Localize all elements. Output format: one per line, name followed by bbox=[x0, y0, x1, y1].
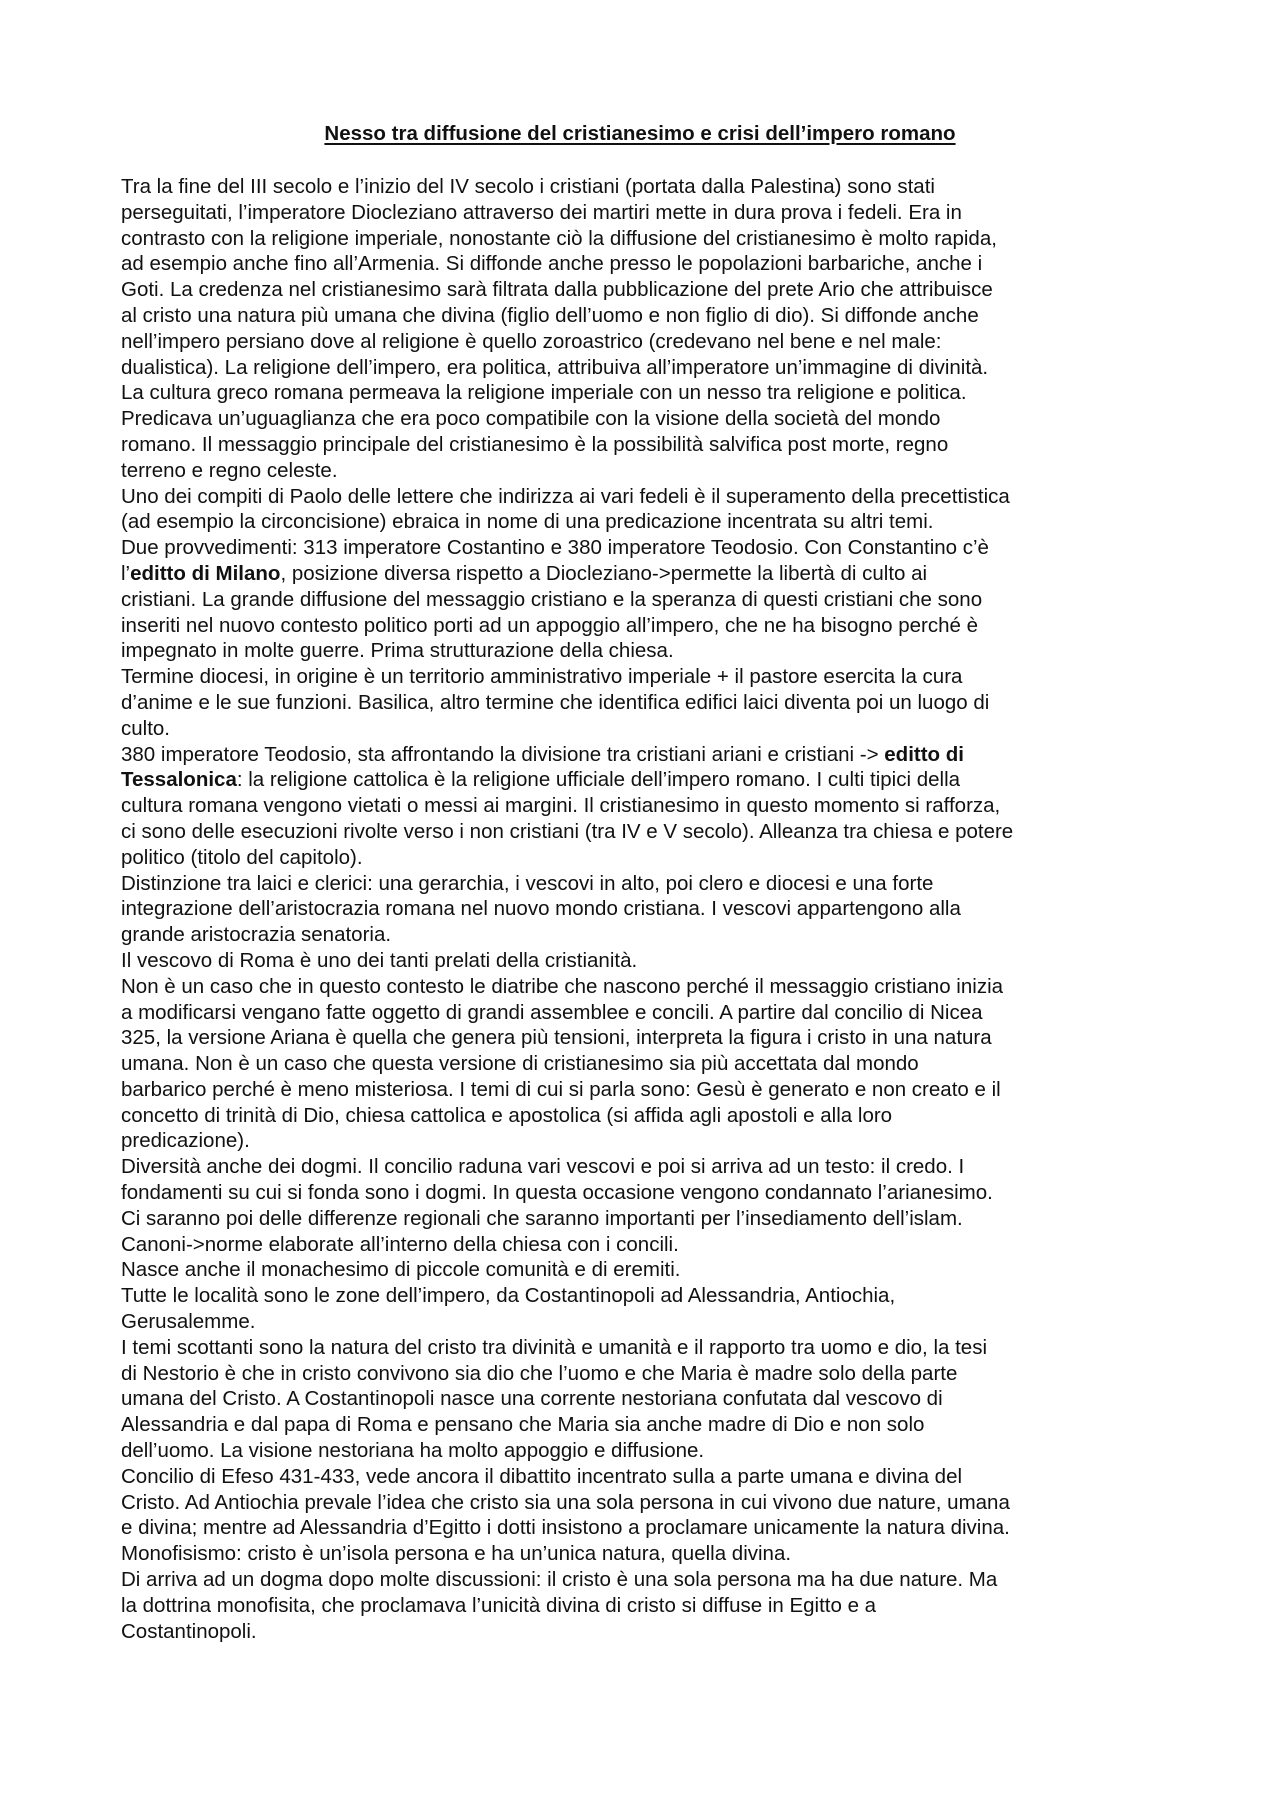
text-line: Tra la fine del III secolo e l’inizio del IV secolo i cristiani (portata dalla Palestina) sono stati bbox=[121, 175, 935, 198]
document-body bbox=[121, 174, 1171, 1644]
text-line: La cultura greco romana permeava la religione imperiale con un nesso tra religione e politica. bbox=[121, 381, 967, 405]
text-line: Predicava un’uguaglianza che era poco compatibile con la visione della società del mondo bbox=[121, 407, 941, 431]
text-line: la dottrina monofisita, che proclamava l’unicità divina di cristo si diffuse in Egitto e a bbox=[121, 1593, 877, 1617]
text-line: impegnato in molte guerre. Prima strutturazione della chiesa. bbox=[121, 639, 674, 663]
text-line: Uno dei compiti di Paolo delle lettere che indirizza ai vari fedeli è il superamento della precettistica bbox=[121, 484, 1010, 508]
text-line: Due provvedimenti: 313 imperatore Costantino e 380 imperatore Teodosio. Con Constantino c’è bbox=[121, 536, 989, 560]
text-line: ad esempio anche fino all’Armenia. Si diffonde anche presso le popolazioni barbariche, anche i bbox=[121, 252, 983, 276]
page-title: Nesso tra diffusione del cristianesimo e crisi dell’impero romano bbox=[324, 122, 956, 145]
text-line: a modificarsi vengano fatte oggetto di grandi assemblee e concili. A partire dal concilio di Nicea bbox=[121, 1000, 983, 1024]
text-line: cultura romana vengono vietati o messi ai margini. Il cristianesimo in questo momento si rafforza, bbox=[121, 794, 1001, 818]
text-line: (ad esempio la circoncisione) ebraica in nome di una predicazione incentrata su altri temi. bbox=[121, 510, 934, 534]
text-line: Cristo. Ad Antiochia prevale l’idea che cristo sia una sola persona in cui vivono due nature, umana bbox=[121, 1490, 1010, 1514]
text-line bbox=[121, 561, 1171, 587]
text-line: predicazione). bbox=[121, 1129, 250, 1153]
text-line: 325, la versione Ariana è quella che genera più tensioni, interpreta la figura i cristo in una natura bbox=[121, 1026, 992, 1050]
text-line: integrazione dell’aristocrazia romana nel nuovo mondo cristiana. I vescovi appartengono alla bbox=[121, 897, 961, 921]
text-line: culto. bbox=[121, 716, 170, 740]
text-line: Monofisismo: cristo è un’isola persona e ha un’unica natura, quella divina. bbox=[121, 1542, 792, 1566]
text-line: e divina; mentre ad Alessandria d’Egitto i dotti insistono a proclamare unicamente la natura divina. bbox=[121, 1516, 1010, 1540]
text-line: Ci saranno poi delle differenze regionali che saranno importanti per l’insediamento dell’islam. bbox=[121, 1206, 963, 1230]
text-line: Non è un caso che in questo contesto le diatribe che nascono perché il messaggio cristiano inizia bbox=[121, 974, 1004, 998]
text-line: fondamenti su cui si fonda sono i dogmi. In questa occasione vengono condannato l’arianesimo. bbox=[121, 1181, 993, 1205]
text-line: umana del Cristo. A Costantinopoli nasce una corrente nestoriana confutata dal vescovo di bbox=[121, 1387, 943, 1411]
text-line: inseriti nel nuovo contesto politico porti ad un appoggio all’impero, che ne ha bisogno perché è bbox=[121, 613, 979, 637]
text-line: I temi scottanti sono la natura del cristo tra divinità e umanità e il rapporto tra uomo e dio, la tesi bbox=[121, 1335, 987, 1359]
text-line: cristiani. La grande diffusione del messaggio cristiano e la speranza di questi cristiani che sono bbox=[121, 587, 983, 611]
text-line: Costantinopoli. bbox=[121, 1619, 257, 1643]
text-line: Gerusalemme. bbox=[121, 1310, 256, 1334]
text-line: Canoni->norme elaborate all’interno della chiesa con i concili. bbox=[121, 1232, 679, 1256]
text-line: d’anime e le sue funzioni. Basilica, altro termine che identifica edifici laici diventa poi un luogo di bbox=[121, 690, 990, 714]
text-segment: : la religione cattolica è la religione ufficiale dell’impero romano. I culti tipici della bbox=[236, 768, 961, 792]
text-line: Tutte le località sono le zone dell’impero, da Costantinopoli ad Alessandria, Antiochia, bbox=[121, 1284, 896, 1308]
text-line: perseguitati, l’imperatore Diocleziano attraverso dei martiri mette in dura prova i fedeli. Era in bbox=[121, 200, 962, 224]
text-segment: , posizione diversa rispetto a Diocleziano->permette la libertà di culto ai bbox=[280, 561, 928, 585]
text-line: Concilio di Efeso 431-433, vede ancora il dibattito incentrato sulla a parte umana e divina del bbox=[121, 1464, 963, 1488]
text-line: barbarico perché è meno misteriosa. I temi di cui si parla sono: Gesù è generato e non creato e il bbox=[121, 1077, 1001, 1101]
text-line bbox=[121, 767, 1171, 793]
text-line: terreno e regno celeste. bbox=[121, 458, 338, 482]
text-line: ci sono delle esecuzioni rivolte verso i non cristiani (tra IV e V secolo). Alleanza tra chiesa e potere bbox=[121, 819, 1014, 843]
text-line: Nasce anche il monachesimo di piccole comunità e di eremiti. bbox=[121, 1258, 681, 1282]
text-line: contrasto con la religione imperiale, nonostante ciò la diffusione del cristianesimo è molto rapida, bbox=[121, 226, 997, 250]
text-line: romano. Il messaggio principale del cristianesimo è la possibilità salvifica post morte, regno bbox=[121, 432, 949, 456]
text-segment: 380 imperatore Teodosio, sta affrontando la divisione tra cristiani ariani e cristiani -> bbox=[121, 742, 885, 766]
text-line: Di arriva ad un dogma dopo molte discussioni: il cristo è una sola persona ma ha due nature. Ma bbox=[121, 1568, 998, 1592]
text-line: Goti. La credenza nel cristianesimo sarà filtrata dalla pubblicazione del prete Ario che attribuisce bbox=[121, 278, 993, 302]
bold-term: editto di bbox=[884, 742, 964, 766]
text-line: concetto di trinità di Dio, chiesa cattolica e apostolica (si affida agli apostoli e alla loro bbox=[121, 1103, 893, 1127]
bold-term: Tessalonica bbox=[121, 768, 237, 792]
text-line: umana. Non è un caso che questa versione di cristianesimo sia più accettata dal mondo bbox=[121, 1052, 919, 1076]
text-line: Termine diocesi, in origine è un territorio amministrativo imperiale + il pastore esercita la cura bbox=[121, 665, 963, 689]
text-line: Alessandria e dal papa di Roma e pensano che Maria sia anche madre di Dio e non solo bbox=[121, 1413, 925, 1437]
text-line: dualistica). La religione dell’impero, era politica, attribuiva all’imperatore un’immagine di divinità. bbox=[121, 355, 989, 379]
text-line: nell’impero persiano dove al religione è quello zoroastrico (credevano nel bene e nel male: bbox=[121, 329, 942, 353]
text-line: dell’uomo. La visione nestoriana ha molto appoggio e diffusione. bbox=[121, 1439, 705, 1463]
text-line: grande aristocrazia senatoria. bbox=[121, 923, 392, 947]
bold-term: editto di Milano bbox=[130, 561, 281, 585]
text-line: Diversità anche dei dogmi. Il concilio raduna vari vescovi e poi si arriva ad un testo: il credo. I bbox=[121, 1155, 965, 1179]
text-line: politico (titolo del capitolo). bbox=[121, 845, 363, 869]
text-line bbox=[121, 742, 1171, 768]
text-line: di Nestorio è che in cristo convivono sia dio che l’uomo e che Maria è madre solo della parte bbox=[121, 1361, 958, 1385]
text-line: Distinzione tra laici e clerici: una gerarchia, i vescovi in alto, poi clero e diocesi e una forte bbox=[121, 871, 934, 895]
text-line: al cristo una natura più umana che divina (figlio dell’uomo e non figlio di dio). Si diffonde anche bbox=[121, 303, 979, 327]
text-segment: l’ bbox=[121, 561, 131, 585]
text-line: Il vescovo di Roma è uno dei tanti prelati della cristianità. bbox=[121, 948, 638, 972]
